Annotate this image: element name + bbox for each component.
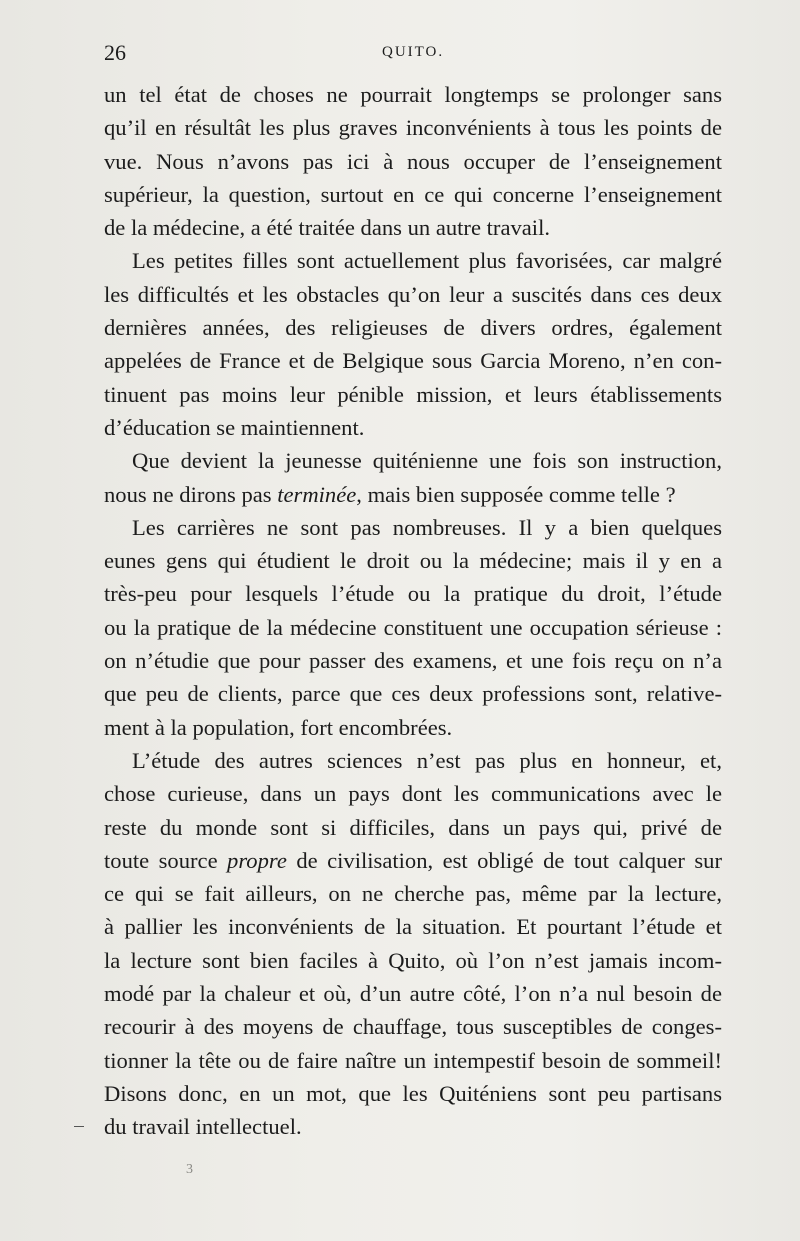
text-line: recourir à des moyens de chauffage, tous susceptibles de conges-: [104, 1014, 722, 1040]
text-line: ment à la population, fort encombrées.: [104, 714, 453, 740]
text-line: que peu de clients, parce que ces deux professions sont, relative-: [104, 681, 722, 707]
running-head: [104, 40, 724, 70]
text-line: de la médecine, a été traitée dans un autre travail.: [104, 215, 550, 241]
text-line: les difficultés et les obstacles qu’on leur a suscités dans ces deux: [104, 281, 722, 307]
text-line: supérieur, la question, surtout en ce qui concerne l’enseignement: [104, 181, 722, 207]
text-line: tionner la tête ou de faire naître un intempestif besoin de sommeil!: [104, 1047, 722, 1073]
text-line: tinuent pas moins leur pénible mission, et leurs établissements: [104, 381, 722, 407]
text-line: qu’il en résultât les plus graves inconvénients à tous les points de: [104, 115, 722, 141]
text-line: L’étude des autres sciences n’est pas plus en honneur, et,: [132, 747, 722, 773]
text-line: d’éducation se maintiennent.: [104, 414, 365, 440]
running-title: QUITO.: [382, 44, 445, 60]
text-line: dernières années, des religieuses de divers ordres, également: [104, 315, 722, 341]
text-line: toute source propre de civilisation, est obligé de tout calquer sur: [104, 847, 722, 873]
text-line: reste du monde sont si difficiles, dans un pays qui, privé de: [104, 814, 722, 840]
text-line: eunes gens qui étudient le droit ou la médecine; mais il y en a: [104, 548, 722, 574]
signature-mark: 3: [186, 1162, 193, 1177]
text-line: du travail intellectuel.: [104, 1114, 302, 1140]
text-line: à pallier les inconvénients de la situation. Et pourtant l’étude et: [104, 914, 722, 940]
paragraph-1: [104, 78, 722, 244]
text-line: ou la pratique de la médecine constituent une occupation sérieuse :: [104, 614, 722, 640]
text-line: Disons donc, en un mot, que les Quiténiens sont peu partisans: [104, 1080, 722, 1106]
italic-word: terminée: [277, 481, 357, 507]
paragraph-5: [104, 744, 722, 1144]
body-text: [104, 78, 722, 1144]
text-line: vue. Nous n’avons pas ici à nous occuper de l’enseignement: [104, 148, 722, 174]
italic-word: propre: [227, 847, 287, 873]
paragraph-4: [104, 511, 722, 744]
text-line: un tel état de choses ne pourrait longtemps se prolonger sans: [104, 82, 722, 107]
text-line: chose curieuse, dans un pays dont les communications avec le: [104, 781, 722, 807]
margin-mark: [74, 1126, 84, 1127]
text-line: très-peu pour lesquels l’étude ou la pratique du droit, l’étude: [104, 581, 722, 607]
text-line: Que devient la jeunesse quiténienne une fois son instruction,: [132, 448, 722, 474]
text-line: modé par la chaleur et où, d’un autre côté, l’on n’a nul besoin de: [104, 981, 722, 1007]
text-line: appelées de France et de Belgique sous Garcia Moreno, n’en con-: [104, 348, 722, 374]
paragraph-3: [104, 444, 722, 511]
text-line: la lecture sont bien faciles à Quito, où l’on n’est jamais incom-: [104, 947, 722, 973]
text-line: on n’étudie que pour passer des examens, et une fois reçu on n’a: [104, 648, 722, 674]
page-number: 26: [104, 40, 126, 65]
paragraph-2: [104, 244, 722, 444]
text-line: Les petites filles sont actuellement plus favorisées, car malgré: [132, 248, 722, 274]
text-line: nous ne dirons pas terminée, mais bien supposée comme telle ?: [104, 481, 676, 507]
text-line: Les carrières ne sont pas nombreuses. Il y a bien quelques: [132, 514, 722, 540]
text-line: ce qui se fait ailleurs, on ne cherche pas, même par la lecture,: [104, 881, 722, 907]
